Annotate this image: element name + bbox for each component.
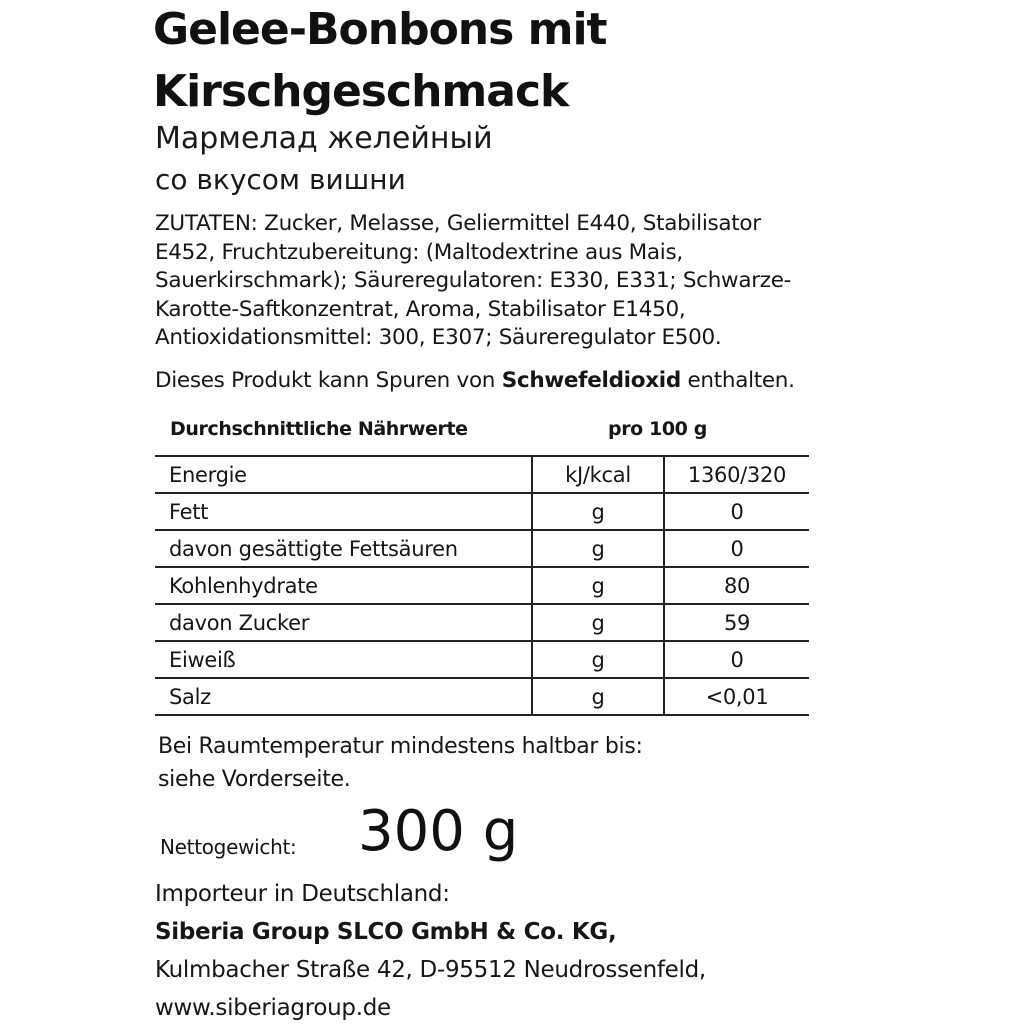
nutrient-value: 0 [664, 641, 809, 678]
table-row [155, 641, 809, 678]
nutrition-header-value: pro 100 g [608, 418, 707, 440]
nutrient-value: 1360/320 [664, 456, 809, 493]
importer-block [155, 875, 706, 1027]
nutrition-table [155, 455, 809, 716]
table-row [155, 567, 809, 604]
table-row [155, 493, 809, 530]
table-row [155, 604, 809, 641]
nutrient-name: davon Zucker [155, 604, 532, 641]
nutrient-value: 0 [664, 530, 809, 567]
nutrient-unit: g [532, 641, 664, 678]
shelf-life-notice [158, 730, 643, 796]
net-weight-value: 300 g [358, 799, 519, 864]
russian-title-line-2: со вкусом вишни [155, 163, 406, 196]
trace-allergen: Schwefeldioxid [501, 368, 681, 393]
trace-suffix: enthalten. [687, 368, 795, 393]
nutrient-name: Energie [155, 456, 532, 493]
nutrient-value: 0 [664, 493, 809, 530]
nutrient-name: Fett [155, 493, 532, 530]
nutrient-unit: g [532, 493, 664, 530]
shelf-life-line-2: siehe Vorderseite. [158, 767, 351, 792]
ingredients-line: E452, Fruchtzubereitung: (Maltodextrine aus Mais, [155, 239, 683, 265]
nutrient-name: Salz [155, 678, 532, 715]
ingredients-line: ZUTATEN: Zucker, Melasse, Geliermittel E440, Stabilisator [155, 211, 761, 236]
importer-address: Kulmbacher Straße 42, D-95512 Neudrossenfeld, [155, 957, 706, 983]
shelf-life-line-1: Bei Raumtemperatur mindestens haltbar bis: [158, 734, 643, 759]
nutrient-unit: g [532, 530, 664, 567]
nutrient-unit: kJ/kcal [532, 456, 664, 493]
product-title-line-1: Gelee-Bonbons mit [153, 4, 607, 55]
table-row [155, 456, 809, 493]
nutrient-name: Kohlenhydrate [155, 567, 532, 604]
trace-prefix: Dieses Produkt kann Spuren von [155, 368, 496, 393]
ingredients-line: Karotte-Saftkonzentrat, Aroma, Stabilisator E1450, [155, 296, 686, 322]
ingredients-line: Sauerkirschmark); Säureregulatoren: E330, E331; Schwarze- [155, 268, 792, 293]
importer-company: Siberia Group SLCO GmbH & Co. KG, [155, 919, 617, 945]
product-title-line-2: Kirschgeschmack [153, 66, 569, 117]
nutrient-unit: g [532, 678, 664, 715]
ingredients-line: Antioxidationsmittel: 300, E307; Säureregulator E500. [155, 325, 722, 350]
importer-website: www.siberiagroup.de [155, 995, 391, 1021]
nutrient-unit: g [532, 567, 664, 604]
nutrient-value: 80 [664, 567, 809, 604]
allergen-trace-notice [155, 368, 795, 393]
nutrient-value: 59 [664, 604, 809, 641]
importer-label: Importeur in Deutschland: [155, 881, 450, 907]
table-row [155, 530, 809, 567]
nutrient-unit: g [532, 604, 664, 641]
nutrient-value: <0,01 [664, 678, 809, 715]
nutrient-name: davon gesättigte Fettsäuren [155, 530, 532, 567]
ingredients-block [155, 210, 791, 353]
nutrient-name: Eiweiß [155, 641, 532, 678]
russian-title-line-1: Мармелад желейный [155, 121, 493, 156]
net-weight-label: Nettogewicht: [160, 835, 297, 859]
table-row [155, 678, 809, 715]
nutrition-header-label: Durchschnittliche Nährwerte [170, 418, 468, 440]
